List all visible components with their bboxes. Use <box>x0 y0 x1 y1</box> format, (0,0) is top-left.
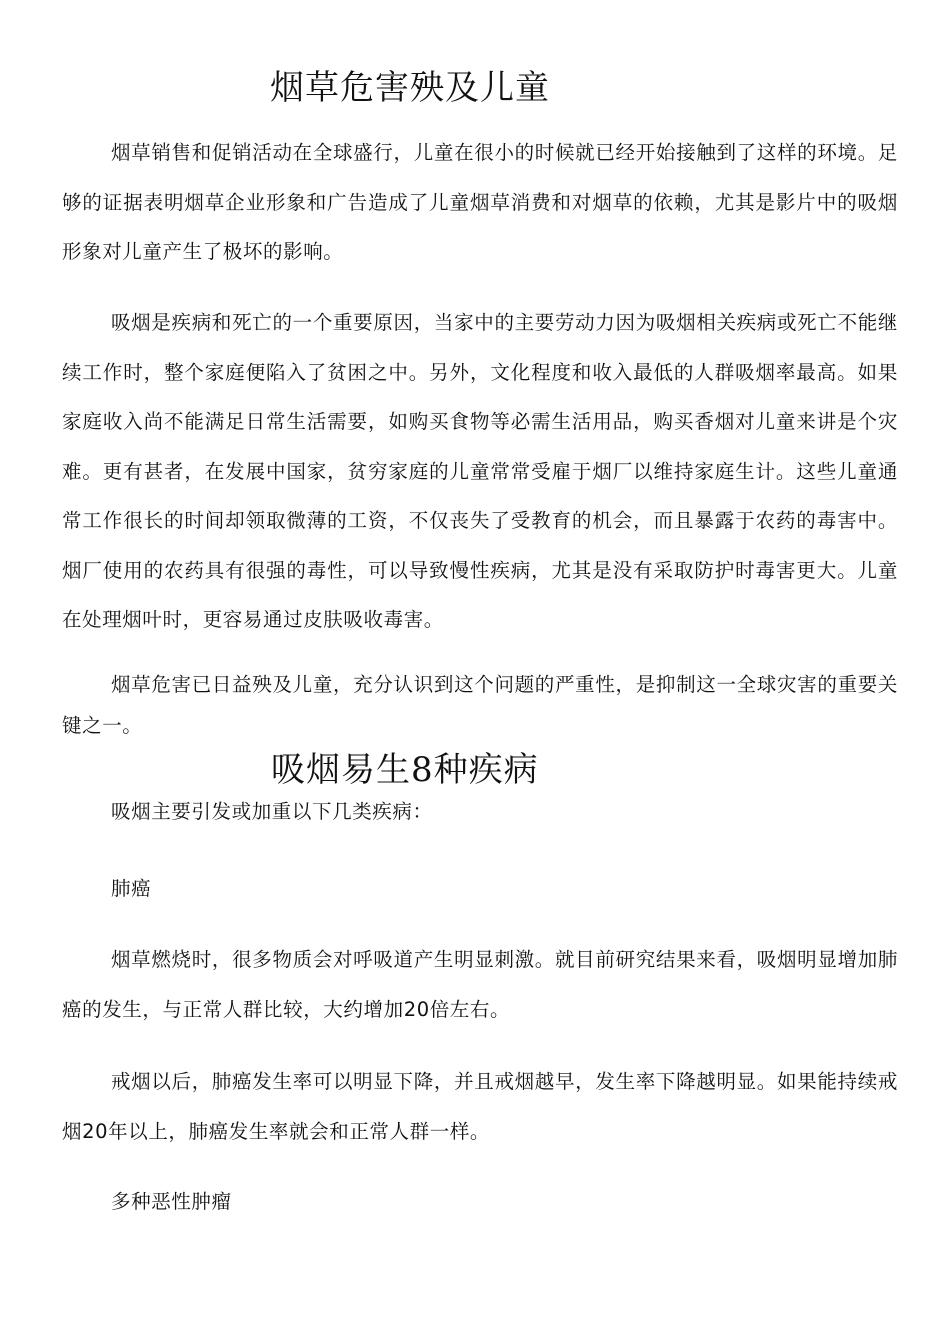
diseases-intro: 吸烟主要引发或加重以下几类疾病： <box>111 800 433 823</box>
paragraph-smoking-poverty: 吸烟是疾病和死亡的一个重要原因，当家中的主要劳动力因为吸烟相关疾病或死亡不能继续工作时，整个家庭便陷入了贫困之中。另外，文化程度和收入最低的人群吸烟率最高。如果家庭收入尚不能满足日常生活需要，如购买食物等必需生活用品，购买香烟对儿童来讲是个灾难。更有甚者，在发展中国家，贫穷家庭的儿童常常受雇于烟厂以维持家庭生计。这些儿童通常工作很长的时间却领取微薄的工资，不仅丧失了受教育的机会，而且暴露于农药的毒害中。烟厂使用的农药具有很强的毒性，可以导致慢性疾病，尤其是没有采取防护时毒害更大。儿童在处理烟叶时，更容易通过皮肤吸收毒害。 <box>62 311 898 631</box>
title-tobacco-harms-children: 烟草危害殃及儿童 <box>270 68 550 108</box>
heading-malignant-tumors: 多种恶性肿瘤 <box>111 1190 232 1213</box>
heading-lung-cancer: 肺癌 <box>111 877 152 900</box>
paragraph-quit-smoking: 戒烟以后，肺癌发生率可以明显下降，并且戒烟越早，发生率下降越明显。如果能持续戒烟20年以上，肺癌发生率就会和正常人群一样。 <box>62 1070 898 1143</box>
paragraph-conclusion: 烟草危害已日益殃及儿童，充分认识到这个问题的严重性，是抑制这一全球灾害的重要关键之一。 <box>62 673 898 737</box>
title-eight-diseases: 吸烟易生8种疾病 <box>271 750 539 790</box>
paragraph-tobacco-marketing: 烟草销售和促销活动在全球盛行，儿童在很小的时候就已经开始接触到了这样的环境。足够的证据表明烟草企业形象和广告造成了儿童烟草消费和对烟草的依赖，尤其是影片中的吸烟形象对儿童产生了极坏的影响。 <box>62 141 898 263</box>
paragraph-lung-cancer: 烟草燃烧时，很多物质会对呼吸道产生明显刺激。就目前研究结果来看，吸烟明显增加肺癌的发生，与正常人群比较，大约增加20倍左右。 <box>62 948 898 1021</box>
